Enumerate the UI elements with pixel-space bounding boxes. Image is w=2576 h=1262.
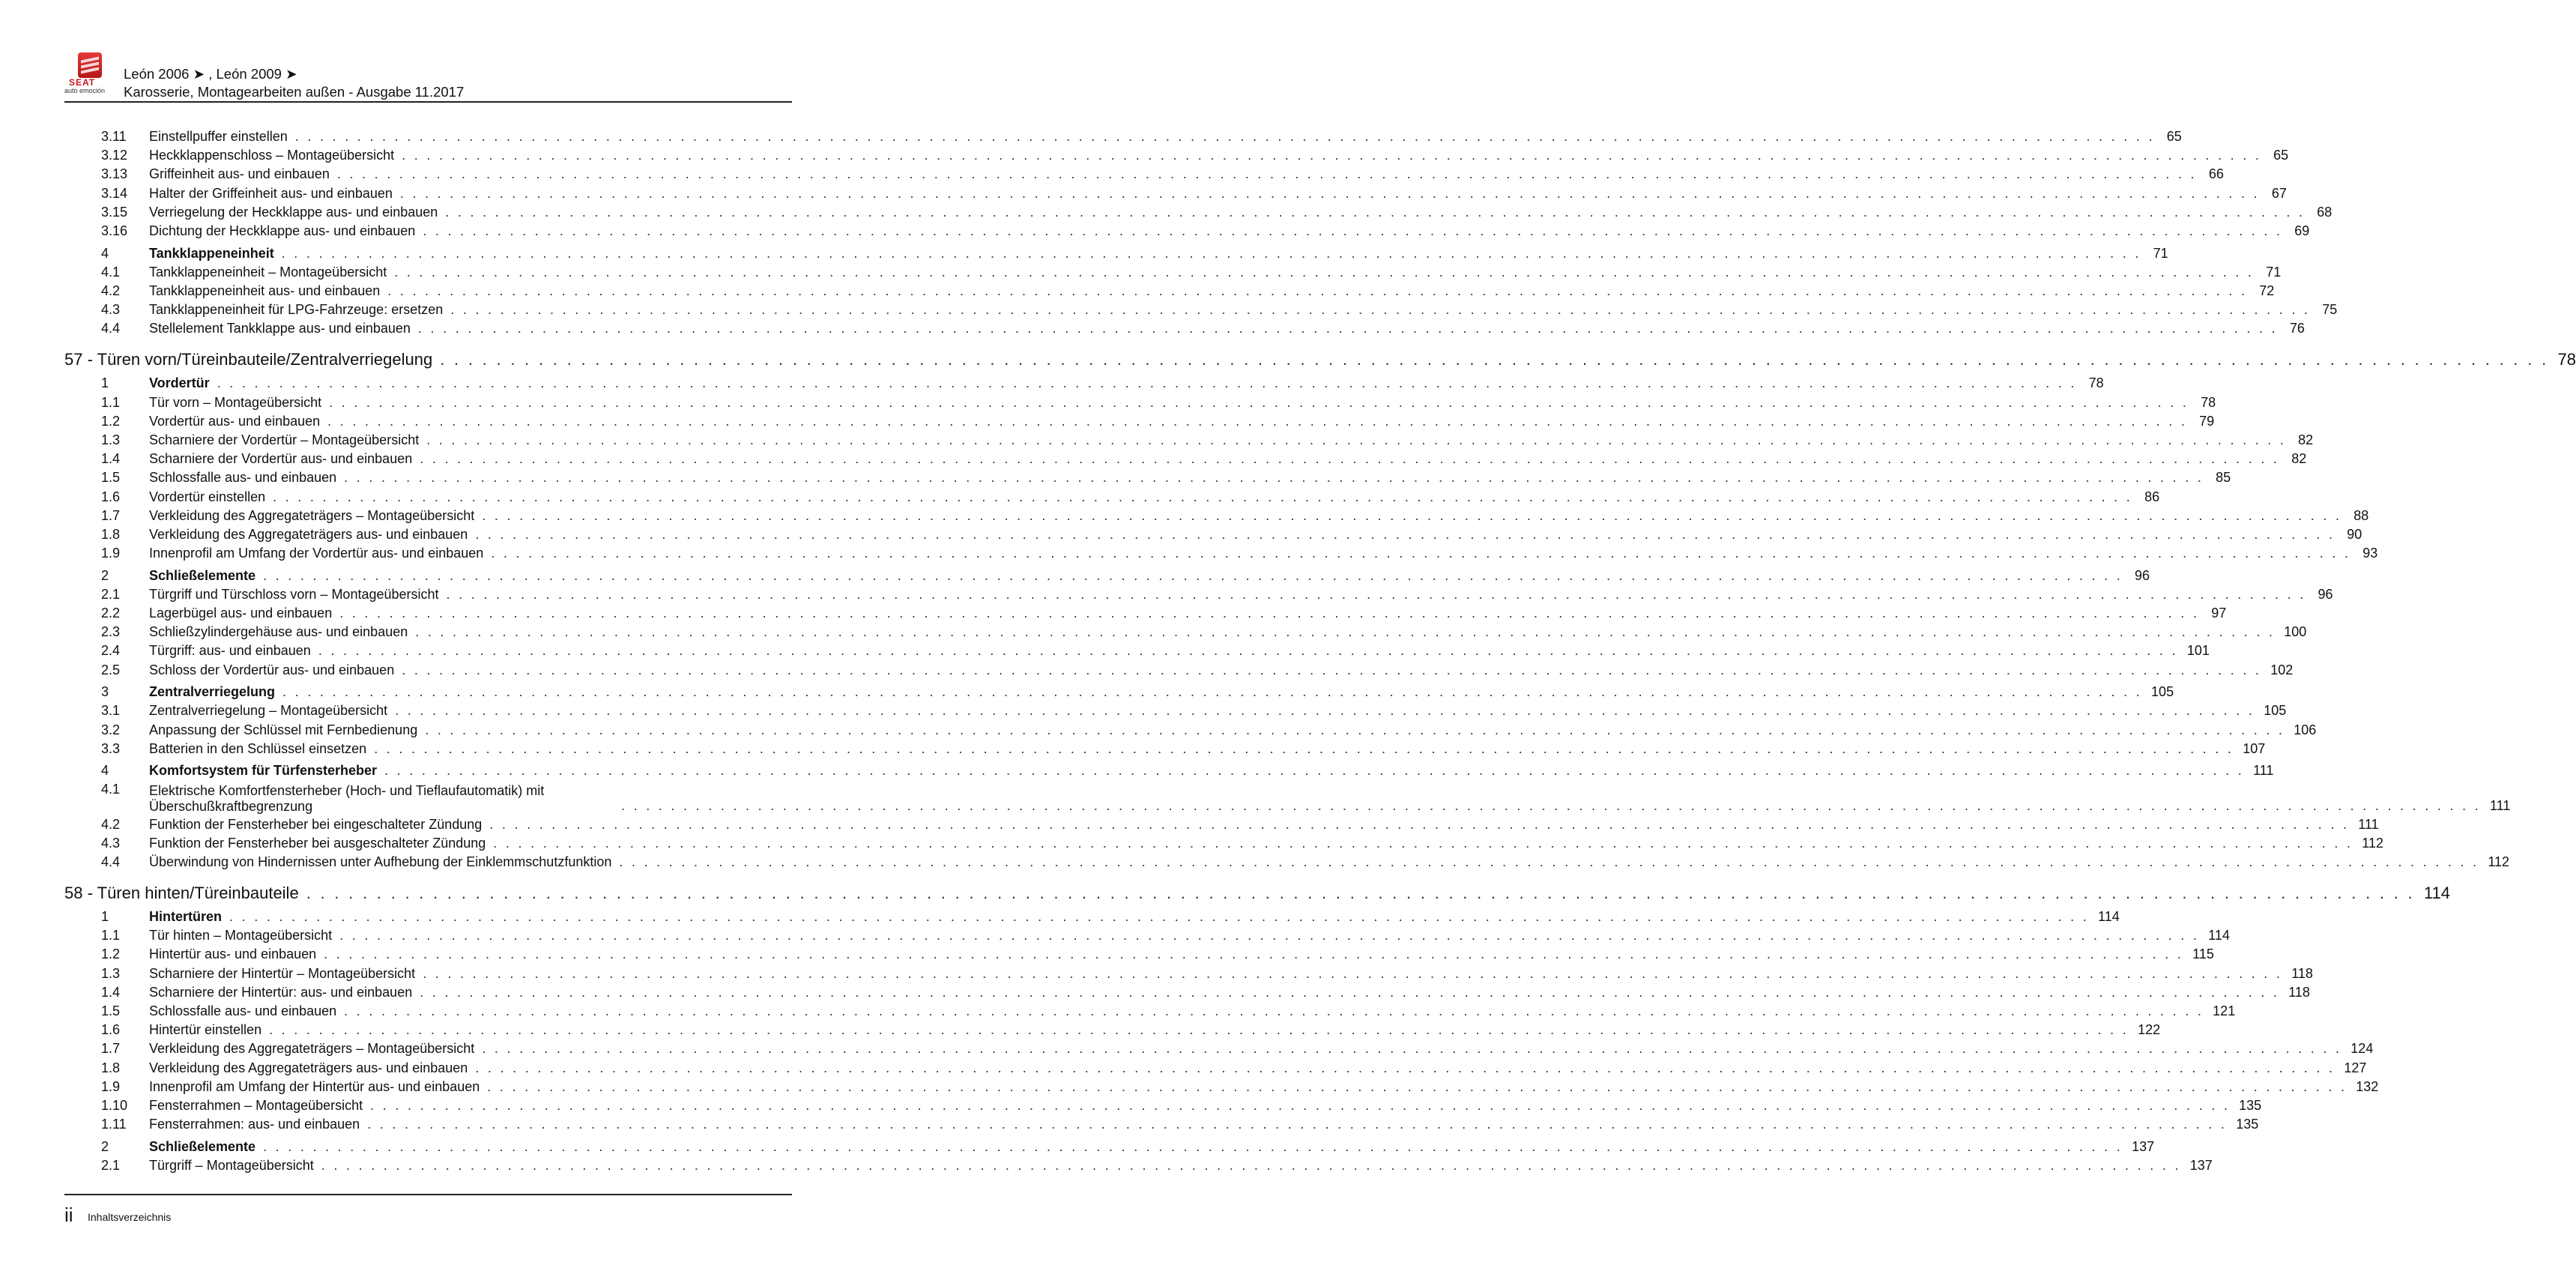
toc-entry[interactable] (64, 853, 2510, 871)
entry-page: 90 (2347, 526, 2362, 542)
toc-entry[interactable] (64, 721, 2317, 739)
dot-leader: . . . . . . . . . . . . . . . . . . . . . . . . . . . . . . . . . . . . . . . . . . . . . . . . . . . . . . . . . . . . . . . . . . . . . . . . . . . . . . . . . . . . . . . . . . . . . . . . . . . . . . . . . . . . . . . . . . . . . . . . . . . . . . . . . . . . . . . . . . . . . . . . . . . . . . (321, 1157, 2181, 1173)
entry-number: 4.2 (101, 816, 121, 832)
entry-number: 1 (101, 375, 109, 391)
dot-leader: . . . . . . . . . . . . . . . . . . . . . . . . . . . . . . . . . . . . . . . . . . . . . . . . . . . . . . . . . . . . . . . . . . . . . . . . . . . . . . . . . . . . . . . . . . . . . . . . . . . . . . . . . . . . . . . . . . . . . . . . . . . . . . . . . . . . . . . . . . . . . . . . . . . . . . (420, 984, 2280, 1000)
dot-leader: . . . . . . . . . . . . . . . . . . . . . . . . . . . . . . . . . . . . . . . . . . . . . . . . . . . . . . . . . . . . . . . . . . . . . . . . . . . . . . . . . . . . . . . . . . . . . . . . . . . . . . . . . . . . . . . . . . . . . . . . . . . . . . . . . . . . . . . . . . . . . . . . . . . . . . (263, 1138, 2123, 1154)
dot-leader: . . . . . . . . . . . . . . . . . . . . . . . . . . . . . . . . . . . . . . . . . . . . . . . . . . . . . . . . . . . . . . . . . . . . . . . . . . . . . . . . . . . . . . . . . . . . . . . . . . . . . . . . . . . . . . . . . . . . . . . . . . . . . . . . . . . . . . . . . . . . . . . . . . . . . . (394, 264, 2255, 280)
entry-page: 78 (2557, 350, 2576, 369)
entry-title: Fensterrahmen – Montageübersicht (149, 1098, 363, 1113)
entry-title: Tür vorn – Montageübersicht (149, 394, 322, 410)
entry-title: Anpassung der Schlüssel mit Fernbedienung (149, 722, 418, 737)
dot-leader: . . . . . . . . . . . . . . . . . . . . . . . . . . . . . . . . . . . . . . . . . . . . . . . . . . . . . . . . . . . . . . . . . . . . . . . . . . . . . . . . . . . . . . . . . . . . . . . . . . . . . . . . . . . . . . . . . . . . . . . . . . . . . . . . . . . . . . . . . . . . . . . . . . . . . . (399, 185, 2260, 201)
toc-entry[interactable] (64, 184, 2287, 202)
entry-number: 1.7 (101, 507, 121, 523)
toc-entry[interactable] (64, 641, 2210, 659)
dot-leader: . . . . . . . . . . . . . . . . . . . . . . . . . . . . . . . . . . . . . . . . . . . . . . . . . . . . . . . . . . . . . . . . . . . . . . . . . . . . . . . . . . . . . . . . . . . . . . . . . . . . . . . . . . . . . . . . . . . . . . . . . . . . . . . . . . . . . . . . . . . . . . . . . . . . . . (336, 166, 2197, 182)
entry-page: 75 (2322, 302, 2338, 318)
dot-leader: . . . . . . . . . . . . . . . . . . . . . . . . . . . . . . . . . . . . . . . . . . . . . . . . . . . . . . . . . . . . . . . . . . . . . . . . . . . . . . . . . . . . . . . . . . . . . . . . . . . . . . . . . . . . . . . . . . . . . . . . . . . . . . . . . . . . . . . . . . . . . . . . . . . . . . (402, 662, 2262, 677)
toc-entry[interactable] (64, 1115, 2259, 1133)
entry-title: Hintertür einstellen (149, 1022, 262, 1038)
entry-page: 78 (2088, 375, 2104, 391)
dot-leader: . . . . . . . . . . . . . . . . . . . . . . . . . . . . . . . . . . . . . . . . . . . . . . . . . . . . . . . . . . . . . . . . . . . . . . . . . . . . . . . . . . . . . . . . . . . . . . . . . . . . . . . . . . . . . . . . . . . . . . . . . . . . . . . . . . . . . . . . . . . . . . . . . . . . . . (446, 586, 2306, 602)
entry-number: 2 (101, 1138, 109, 1154)
entry-number: 2.1 (101, 1157, 121, 1173)
dot-leader: . . . . . . . . . . . . . . . . . . . . . . . . . . . . . . . . . . . . . . . . . . . . . . . . . . . . . . . . . . . . . . . . . . . . . . . . . . . . . . . . . . . . . . . . . . . . . . . . . . . . . . . . . . . . . . . . . . . . . . . . . . . . . . . . . . . . . . . . . . . . . . . . . . . . . . (269, 1022, 2129, 1038)
dot-leader: . . . . . . . . . . . . . . . . . . . . . . . . . . . . . . . . . . . . . . . . . . . . . . . . . . . . . . . . . . . . . . . . . . . . . . . . . . . . . . . . . . . . . . . . . . . . . . . . . . . . . . . . . . . . . . . . . . . . . . . . . . . . . . . . . . . . . . . . . . . . . . . . . . . . . . (475, 1060, 2335, 1075)
entry-page: 71 (2153, 245, 2168, 261)
entry-number: 1.2 (101, 947, 121, 962)
toc-entry[interactable] (64, 127, 2182, 145)
entry-page: 79 (2199, 413, 2215, 429)
toc-entry[interactable] (64, 1156, 2213, 1174)
entry-page: 118 (2291, 965, 2313, 981)
entry-title: Überwindung von Hindernissen unter Aufhebung der Einklemmschutzfunktion (149, 854, 612, 869)
entry-title: Türgriff und Türschloss vorn – Montageübersicht (149, 586, 439, 602)
entry-title: Schlossfalle aus- und einbauen (149, 1003, 337, 1018)
entry-title: Tür hinten – Montageübersicht (149, 928, 333, 944)
dot-leader: . . . . . . . . . . . . . . . . . . . . . . . . . . . . . . . . . . . . . . . . . . . . . . . . . . . . . . . . . . . . . . . . . . . . . . . . . . . . . . . . . . . . . . . . . . . . . . . . . . . . . . . . . . . . . . . . . . . . . . . . . . . . . . . . . . . . . . . . . . . . . . . . . . . . . . (324, 947, 2184, 962)
toc-entry[interactable] (64, 222, 2310, 240)
entry-page: 122 (2138, 1022, 2161, 1038)
entry-title: Heckklappenschloss – Montageübersicht (149, 148, 395, 163)
entry-page: 67 (2271, 185, 2287, 201)
toc-entry[interactable] (64, 412, 2215, 430)
dot-leader: . . . . . . . . . . . . . . . . . . . . . . . . . . . . . . . . . . . . . . . . . . . . . . . . . . . . . . . . . . . . . . . . . . . . . . . . . . . . . . . . . . . . . . . . . . . . . . . . . . . . . . . . . . . . . . . . . . . . . . . . . . . . . . . . . . . . . . . . . . . . . . . . . . . . . . (420, 451, 2280, 467)
dot-leader: . . . . . . . . . . . . . . . . . . . . . . . . . . . . . . . . . . . . . . . . . . . . . . . . . . . . . . . . . . . . . . . . . . . . . . . . . . . . . . . . . . . . . . . . . . . . . . . . . . . . . . . . . . . . . . . . . . . . . . . . . . . . . . . . . . . . . . . . . . . . . . . . . . . . . . (619, 854, 2479, 869)
entry-number: 4.1 (101, 264, 121, 280)
entry-title: 57 - Türen vorn/Türeinbauteile/Zentralverriegelung (64, 350, 433, 369)
dot-leader: . . . . . . . . . . . . . . . . . . . . . . . . . . . . . . . . . . . . . . . . . . . . . . . . . . . . . . . . . . . . . . . . . . . . . . . . . . . . . . . . . . . . . . . . . . . . . . . . . . . . . . . . . . . . . . . . . . . . . . . . . . . . . . . . . . . . . . . . . . . . . . . . . . . . . . (450, 302, 2311, 318)
dot-leader: . . . . . . . . . . . . . . . . . . . . . . . . . . . . . . . . . . . . . . . . . . . . . . . . . . . . . . . . . . . . . . . . . . . . . . . . . . . . . . . . . . . . . . . . . . . . . . . . . . . . . . . . . . . . . . . . . . . . . . . . . . . . . . . . . . . . . . . . . . . . . . . . . . . . . . (384, 763, 2245, 779)
dot-leader: . . . . . . . . . . . . . . . . . . . . . . . . . . . . . . . . . . . . . . . . . . . . . . . . . . . . . . . . . . . . . . . . . . . . . . . . . . . . . . . . . . . . . . . . . . . . . . . . . . . . . . . . . . . . . . . . . . . . . . . . . . . . . . . . . . . . . . . . . . . . . . . . . . . . . . (423, 223, 2283, 238)
dot-leader: . . . . . . . . . . . . . . . . . . . . . . . . . . . . . . . . . . . . . . . . . . . . . . . . . . . . . . . . . . . . . . . . . . . . . . . . . . . . . . . . . . . . . . . . . . . . . . . . . . . . . . . . . . . . . . . . . . . . . . . . . . . . . . . . . . . . . . . . . . . . . . . . . . . . . . (621, 798, 2481, 814)
entry-title: Schlossfalle aus- und einbauen (149, 470, 337, 486)
dot-leader: . . . . . . . . . . . . . . . . . . . . . . . . . . . . . . . . . . . . . . . . . . . . . . . . . . . . . . . . . . . . . . . . . . . . . . . . . . . . . . . . . . . . . . . . . . . . . . . . . . . . . . . . . . . . . . . . . . . . . . . . . . . . . . . . . . . . . . . . . . . . . . . . . . . . . . (395, 703, 2255, 719)
entry-number: 1.4 (101, 984, 121, 1000)
entry-number: 3.11 (101, 129, 127, 144)
entry-number: 1.3 (101, 432, 121, 447)
toc-entry[interactable] (64, 263, 2282, 281)
entry-number: 3.15 (101, 204, 128, 220)
toc-entry[interactable] (64, 450, 2307, 468)
entry-title: Griffeinheit aus- und einbauen (149, 166, 330, 182)
toc-entry[interactable] (64, 544, 2378, 562)
toc-entry[interactable] (64, 780, 2511, 815)
dot-leader: . . . . . . . . . . . . . . . . . . . . . . . . . . . . . . . . . . . . . . . . . . . . . . . . . . . . . . . . . . . . . . . . . . . . . . . . . . . . . . . . . . . . . . . . . . . . . . . . . . . . . . . . . . . . . . . . . . . . . . . . . . . . . . . . . . . . . . . . . . . . . . . . . . . . . . (426, 432, 2287, 447)
dot-leader: . . . . . . . . . . . . . . . . . . . . . . . . . . . . . . . . . . . . . . . . . . . . . . . . . . . . . . . . . . . . . . . . . . . . . . . . . . . . . . . . . . . . . . . . . . . . . . . . . . . . . . . . . . . . . . . . . . . . . . . . . . . . . . . . . . . . . . . . . . . . . . . . . . . . . . (339, 606, 2200, 621)
entry-title: Funktion der Fensterheber bei ausgeschalteter Zündung (149, 835, 486, 851)
entry-title: Türgriff – Montageübersicht (149, 1157, 314, 1173)
header-models: León 2006 ➤ , León 2009 ➤ (124, 66, 297, 82)
entry-number: 1.1 (101, 394, 121, 410)
logo-text: SEAT (69, 77, 96, 88)
entry-page: 101 (2186, 643, 2210, 659)
dot-leader: . . . . . . . . . . . . . . . . . . . . . . . . . . . . . . . . . . . . . . . . . . . . . . . . . . . . . . . . . . . . . . . . . . . . . . . . . . . . . . . . . . . . . . . . . . . . . . . . . . . . . . . . . . . . . . . . . . . . . . . . . . . . . . . . . . . . . . . . . . . . . . . . . . . . . . (329, 394, 2189, 410)
toc-section[interactable] (64, 761, 2274, 779)
dot-leader: . . . . . . . . . . . . . . . . . . . . . . . . . . . . . . . . . . . . . . . . . . . . . . . . . . . . . . . . . . . . . . . . . . . . . . . . . . . . . . . . . . . . . . . . . . . . . . . . . . . . . . . . . . . . . . . . . . . . . . . . . . . . . . . . . . . . . . . . . . . . . . . . . . . . . . (294, 129, 2155, 144)
entry-title: 58 - Türen hinten/Türeinbauteile (64, 884, 299, 902)
entry-page: 107 (2243, 740, 2266, 756)
entry-number: 2.5 (101, 662, 121, 677)
entry-page: 132 (2356, 1078, 2379, 1094)
dot-leader: . . . . . . . . . . . . . . . . . . . . . . . . . . . . . . . . . . . . . . . . . . . . . . . . . . . . . . . . . . . . . . . . . . . . . . . . . . . . . . . . . . . . . . . . . . . . . . . . . . . . . . . . . . . . . . . . . . . . . . . . . . . . . . . . . . . . . . . . . . . . . . . . . . . . . . (306, 884, 2415, 902)
dot-leader: . . . . . . . . . . . . . . . . . . . . . . . . . . . . . . . . . . . . . . . . . . . . . . . . . . . . . . . . . . . . . . . . . . . . . . . . . . . . . . . . . . . . . . . . . . . . . . . . . . . . . . . . . . . . . . . . . . . . . . . . . . . . . . . . . . . . . . . . . . . . . . . . . . . . . . (217, 375, 2077, 391)
entry-page: 137 (2132, 1138, 2155, 1154)
entry-page: 105 (2264, 703, 2287, 719)
entry-page: 114 (2423, 884, 2451, 902)
dot-leader: . . . . . . . . . . . . . . . . . . . . . . . . . . . . . . . . . . . . . . . . . . . . . . . . . . . . . . . . . . . . . . . . . . . . . . . . . . . . . . . . . . . . . . . . . . . . . . . . . . . . . . . . . . . . . . . . . . . . . . . . . . . . . . . . . . . . . . . . . . . . . . . . . . . . . . (482, 507, 2342, 523)
dot-leader: . . . . . . . . . . . . . . . . . . . . . . . . . . . . . . . . . . . . . . . . . . . . . . . . . . . . . . . . . . . . . . . . . . . . . . . . . . . . . . . . . . . . . . . . . . . . . . . . . . . . . . . . . . . . . . . . . . . . . . . . . . . . . . . . . . . . . . . . . . . . . . . . . . . . . . (493, 835, 2353, 851)
entry-title: Dichtung der Heckklappe aus- und einbauen (149, 223, 416, 238)
toc-section[interactable] (64, 683, 2174, 701)
dot-leader: . . . . . . . . . . . . . . . . . . . . . . . . . . . . . . . . . . . . . . . . . . . . . . . . . . . . . . . . . . . . . . . . . . . . . . . . . . . . . . . . . . . . . . . . . . . . . . . . . . . . . . . . . . . . . . . . . . . . . . . . . . . . . . . . . . . . . . . . . . . . . . . . . . . . . . (318, 643, 2178, 659)
toc-section[interactable] (64, 1138, 2155, 1156)
entry-title: Zentralverriegelung – Montageübersicht (149, 703, 388, 719)
dot-leader: . . . . . . . . . . . . . . . . . . . . . . . . . . . . . . . . . . . . . . . . . . . . . . . . . . . . . . . . . . . . . . . . . . . . . . . . . . . . . . . . . . . . . . . . . . . . . . . . . . . . . . . . . . . . . . . . . . . . . . . . . . . . . . . . . . . . . . . . . . . . . . . . . . . . . . (487, 1078, 2347, 1094)
entry-number: 4.1 (101, 782, 121, 797)
entry-title: Scharniere der Vordertür aus- und einbauen (149, 451, 413, 467)
toc-entry[interactable] (64, 983, 2310, 1001)
seat-logo (64, 52, 115, 94)
entry-title: Halter der Griffeinheit aus- und einbauen (149, 185, 393, 201)
entry-title: Vordertür einstellen (149, 489, 266, 504)
dot-leader: . . . . . . . . . . . . . . . . . . . . . . . . . . . . . . . . . . . . . . . . . . . . . . . . . . . . . . . . . . . . . . . . . . . . . . . . . . . . . . . . . . . . . . . . . . . . . . . . . . . . . . . . . . . . . . . . . . . . . . . . . . . . . . . . . . . . . . . . . . . . . . . . . . . . . . (415, 624, 2276, 640)
entry-title: Lagerbügel aus- und einbauen (149, 606, 333, 621)
entry-title: Einstellpuffer einstellen (149, 129, 288, 144)
toc-entry[interactable] (64, 301, 2338, 318)
dot-leader: . . . . . . . . . . . . . . . . . . . . . . . . . . . . . . . . . . . . . . . . . . . . . . . . . . . . . . . . . . . . . . . . . . . . . . . . . . . . . . . . . . . . . . . . . . . . . . . . . . . . . . . . . . . . . . . . . . . . . . . . . . . . . . . . . . . . . . . . . . . . . . . . . . . . . . (402, 148, 2262, 163)
toc-entry[interactable] (64, 661, 2294, 679)
entry-page: 69 (2294, 223, 2310, 238)
toc-entry[interactable] (64, 468, 2231, 486)
entry-title: Hintertür aus- und einbauen (149, 947, 317, 962)
dot-leader: . . . . . . . . . . . . . . . . . . . . . . . . . . . . . . . . . . . . . . . . . . . . . . . . . . . . . . . . . . . . . . . . . . . . . . . . . . . . . . . . . . . . . . . . . . . . . . . . . . . . . . . . . . . . . . . . . . . . . . . . . . . . . . . . . . . . . . . . . . . . . . . . . . . . . . (229, 909, 2090, 924)
entry-page: 85 (2216, 470, 2231, 486)
entry-number: 4 (101, 763, 109, 779)
toc-entry[interactable] (64, 488, 2160, 506)
entry-page: 112 (2488, 854, 2510, 869)
entry-title: Vordertür aus- und einbauen (149, 413, 321, 429)
entry-page: 135 (2239, 1098, 2262, 1113)
dot-leader: . . . . . . . . . . . . . . . . . . . . . . . . . . . . . . . . . . . . . . . . . . . . . . . . . . . . . . . . . . . . . . . . . . . . . . . . . . . . . . . . . . . . . . . . . . . . . . . . . . . . . . . . . . . . . . . . . . . . . . . . . . . . . . . . . . . . . . . . . . . . . . . . . . . . . . (282, 684, 2143, 700)
toc-entry[interactable] (64, 701, 2287, 719)
seat-logo-icon (78, 52, 102, 78)
header-title: Karosserie, Montagearbeiten außen - Ausgabe 11.2017 (124, 84, 465, 100)
entry-number: 1.10 (101, 1098, 128, 1113)
entry-page: 71 (2266, 264, 2282, 280)
entry-number: 3.2 (101, 722, 121, 737)
toc-entry[interactable] (64, 319, 2305, 337)
toc-entry[interactable] (64, 525, 2362, 543)
header-rule (64, 101, 792, 103)
entry-page: 111 (2490, 798, 2511, 814)
toc-entry[interactable] (64, 1002, 2236, 1020)
dot-leader: . . . . . . . . . . . . . . . . . . . . . . . . . . . . . . . . . . . . . . . . . . . . . . . . . . . . . . . . . . . . . . . . . . . . . . . . . . . . . . . . . . . . . . . . . . . . . . . . . . . . . . . . . . . . . . . . . . . . . . . . . . . . . . . . . . . . . . . . . . . . . . . . . . . . . . (344, 470, 2204, 486)
toc-section[interactable] (64, 908, 2120, 926)
entry-number: 2.4 (101, 643, 121, 659)
entry-page: 115 (2192, 947, 2214, 962)
entry-number: 2.3 (101, 624, 121, 640)
entry-page: 111 (2253, 763, 2274, 779)
entry-title: Schließzylindergehäuse aus- und einbauen (149, 624, 408, 640)
entry-number: 3.13 (101, 166, 128, 182)
entry-page: 127 (2344, 1060, 2367, 1075)
dot-leader: . . . . . . . . . . . . . . . . . . . . . . . . . . . . . . . . . . . . . . . . . . . . . . . . . . . . . . . . . . . . . . . . . . . . . . . . . . . . . . . . . . . . . . . . . . . . . . . . . . . . . . . . . . . . . . . . . . . . . . . . . . . . . . . . . . . . . . . . . . . . . . . . . . . . . . (417, 321, 2278, 336)
dot-leader: . . . . . . . . . . . . . . . . . . . . . . . . . . . . . . . . . . . . . . . . . . . . . . . . . . . . . . . . . . . . . . . . . . . . . . . . . . . . . . . . . . . . . . . . . . . . . . . . . . . . . . . . . . . . . . . . . . . . . . . . . . . . . . . . . . . . . . . . . . . . . . . . . . . . . . (425, 722, 2285, 737)
entry-title: Fensterrahmen: aus- und einbauen (149, 1117, 360, 1132)
toc-entry[interactable] (64, 964, 2313, 982)
entry-number: 1.6 (101, 489, 121, 504)
entry-number: 3.16 (101, 223, 128, 238)
entry-number: 1.5 (101, 470, 121, 486)
entry-number: 1.5 (101, 1003, 121, 1018)
entry-title: Tankklappeneinheit für LPG-Fahrzeuge: ersetzen (149, 302, 444, 318)
footer-rule (64, 1194, 792, 1195)
entry-page: 76 (2289, 321, 2305, 336)
dot-leader: . . . . . . . . . . . . . . . . . . . . . . . . . . . . . . . . . . . . . . . . . . . . . . . . . . . . . . . . . . . . . . . . . . . . . . . . . . . . . . . . . . . . . . . . . . . . . . . . . . . . . . . . . . . . . . . . . . . . . . . . . . . . . . . . . . . . . . . . . . . . . . . . . . . . . . (339, 928, 2200, 944)
toc-entry[interactable] (64, 740, 2266, 758)
entry-title: Tankklappeneinheit aus- und einbauen (149, 283, 381, 298)
entry-number: 3.12 (101, 148, 128, 163)
toc-entry[interactable] (64, 926, 2230, 944)
footer-page-number: ii (64, 1204, 73, 1226)
entry-page: 72 (2259, 283, 2275, 298)
entry-title: Batterien in den Schlüssel einsetzen (149, 740, 367, 756)
entry-page: 112 (2362, 835, 2383, 851)
entry-page: 137 (2189, 1157, 2213, 1173)
toc-entry[interactable] (64, 585, 2333, 603)
entry-page: 96 (2318, 586, 2333, 602)
entry-page: 111 (2358, 816, 2379, 832)
entry-page: 86 (2144, 489, 2160, 504)
dot-leader: . . . . . . . . . . . . . . . . . . . . . . . . . . . . . . . . . . . . . . . . . . . . . . . . . . . . . . . . . . . . . . . . . . . . . . . . . . . . . . . . . . . . . . . . . . . . . . . . . . . . . . . . . . . . . . . . . . . . . . . . . . . . . . . . . . . . . . . . . . . . . . . . . . . . . . (491, 546, 2351, 561)
entry-page: 114 (2098, 909, 2120, 924)
entry-page: 65 (2273, 148, 2289, 163)
entry-page: 65 (2166, 129, 2182, 144)
entry-page: 114 (2208, 928, 2230, 944)
toc-entry[interactable] (64, 834, 2383, 852)
entry-number: 1.8 (101, 1060, 121, 1075)
dot-leader: . . . . . . . . . . . . . . . . . . . . . . . . . . . . . . . . . . . . . . . . . . . . . . . . . . . . . . . . . . . . . . . . . . . . . . . . . . . . . . . . . . . . . . . . . . . . . . . . . . . . . . . . . . . . . . . . . . . . . . . . . . . . . . . . . . . . . . . . . . . . . . . . . . . . . . (327, 413, 2188, 429)
dot-leader: . . . . . . . . . . . . . . . . . . . . . . . . . . . . . . . . . . . . . . . . . . . . . . . . . . . . . . . . . . . . . . . . . . . . . . . . . . . . . . . . . . . . . . . . . . . . . . . . . . . . . . . . . . . . . . . . . . . . . . . . . . . . . . . . . . . . . . . . . . . . . . . . . . . . . . (367, 1117, 2228, 1132)
entry-number: 1.11 (101, 1117, 127, 1132)
entry-title: Schließelemente (149, 1138, 256, 1154)
entry-number: 2 (101, 567, 109, 583)
toc-entry[interactable] (64, 1059, 2367, 1077)
dot-leader: . . . . . . . . . . . . . . . . . . . . . . . . . . . . . . . . . . . . . . . . . . . . . . . . . . . . . . . . . . . . . . . . . . . . . . . . . . . . . . . . . . . . . . . . . . . . . . . . . . . . . . . . . . . . . . . . . . . . . . . . . . . . . . . . . . . . . . . . . . . . . . . . . . . . . . (445, 204, 2306, 220)
entry-page: 100 (2284, 624, 2307, 640)
entry-number: 4.3 (101, 835, 121, 851)
entry-number: 2.2 (101, 606, 121, 621)
entry-page: 93 (2362, 546, 2378, 561)
dot-leader: . . . . . . . . . . . . . . . . . . . . . . . . . . . . . . . . . . . . . . . . . . . . . . . . . . . . . . . . . . . . . . . . . . . . . . . . . . . . . . . . . . . . . . . . . . . . . . . . . . . . . . . . . . . . . . . . . . . . . . . . . . . . . . . . . . . . . . . . . . . . . . . . . . . . . . (475, 526, 2335, 542)
toc-section[interactable] (64, 244, 2168, 262)
toc-entry[interactable] (64, 507, 2369, 525)
entry-number: 1.9 (101, 546, 121, 561)
toc-entry[interactable] (64, 1096, 2262, 1114)
entry-title: Schloss der Vordertür aus- und einbauen (149, 662, 395, 677)
entry-page: 78 (2201, 394, 2216, 410)
entry-title: Komfortsystem für Türfensterheber (149, 763, 378, 779)
dot-leader: . . . . . . . . . . . . . . . . . . . . . . . . . . . . . . . . . . . . . . . . . . . . . . . . . . . . . . . . . . . . . . . . . . . . . . . . . . . . . . . . . . . . . . . . . . . . . . . . . . . . . . . . . . . . . . . . . . . . . . . . . . . . . . . . . . . . . . . . . . . . . . . . . . . . . . (281, 245, 2141, 261)
entry-title: Tankklappeneinheit (149, 245, 274, 261)
entry-title: Scharniere der Vordertür – Montageübersicht (149, 432, 420, 447)
toc-section[interactable] (64, 567, 2150, 585)
entry-page: 135 (2236, 1117, 2259, 1132)
dot-leader: . . . . . . . . . . . . . . . . . . . . . . . . . . . . . . . . . . . . . . . . . . . . . . . . . . . . . . . . . . . . . . . . . . . . . . . . . . . . . . . . . . . . . . . . . . . . . . . . . . . . . . . . . . . . . . . . . . . . . . . . . . . . . . . . . . . . . . . . . . . . . . . . . . . . . . (374, 740, 2234, 756)
entry-number: 4 (101, 245, 109, 261)
toc-entry[interactable] (64, 203, 2332, 221)
entry-page: 96 (2135, 567, 2150, 583)
entry-number: 3 (101, 684, 109, 700)
entry-page: 102 (2270, 662, 2294, 677)
dot-leader: . . . . . . . . . . . . . . . . . . . . . . . . . . . . . . . . . . . . . . . . . . . . . . . . . . . . . . . . . . . . . . . . . . . . . . . . . . . . . . . . . . . . . . . . . . . . . . . . . . . . . . . . . . . . . . . . . . . . . . . . . . . . . . . . . . . . . . . . . . . . . . . . . . . . . . (387, 283, 2248, 298)
dot-leader: . . . . . . . . . . . . . . . . . . . . . . . . . . . . . . . . . . . . . . . . . . . . . . . . . . . . . . . . . . . . . . . . . . . . . . . . . . . . . . . . . . . . . . . . . . . . . . . . . . . . . . . . . . . . . . . . . . . . . . . . . . . . . . . . . . . . . . . . . . . . . . . . . . . . . . (440, 350, 2549, 369)
toc-entry[interactable] (64, 1021, 2161, 1039)
entry-page: 121 (2213, 1003, 2236, 1018)
entry-number: 1 (101, 909, 109, 924)
footer-section: Inhaltsverzeichnis (88, 1211, 172, 1223)
entry-number: 1.4 (101, 451, 121, 467)
toc-chapter[interactable] (64, 348, 2576, 371)
entry-title: Funktion der Fensterheber bei eingeschalteter Zündung (149, 816, 483, 832)
entry-title: Elektrische Komfortfensterheber (Hoch- und Tieflaufautomatik) mit Überschußkraftbegrenzung (149, 783, 545, 815)
dot-leader: . . . . . . . . . . . . . . . . . . . . . . . . . . . . . . . . . . . . . . . . . . . . . . . . . . . . . . . . . . . . . . . . . . . . . . . . . . . . . . . . . . . . . . . . . . . . . . . . . . . . . . . . . . . . . . . . . . . . . . . . . . . . . . . . . . . . . . . . . . . . . . . . . . . . . . (273, 489, 2133, 504)
entry-title: Verkleidung des Aggregateträgers – Montageübersicht (149, 1041, 475, 1057)
entry-number: 1.2 (101, 413, 121, 429)
entry-title: Scharniere der Hintertür: aus- und einbauen (149, 984, 413, 1000)
dot-leader: . . . . . . . . . . . . . . . . . . . . . . . . . . . . . . . . . . . . . . . . . . . . . . . . . . . . . . . . . . . . . . . . . . . . . . . . . . . . . . . . . . . . . . . . . . . . . . . . . . . . . . . . . . . . . . . . . . . . . . . . . . . . . . . . . . . . . . . . . . . . . . . . . . . . . . (423, 965, 2283, 981)
toc-entry[interactable] (64, 431, 2314, 449)
toc-entry[interactable] (64, 945, 2214, 963)
dot-leader: . . . . . . . . . . . . . . . . . . . . . . . . . . . . . . . . . . . . . . . . . . . . . . . . . . . . . . . . . . . . . . . . . . . . . . . . . . . . . . . . . . . . . . . . . . . . . . . . . . . . . . . . . . . . . . . . . . . . . . . . . . . . . . . . . . . . . . . . . . . . . . . . . . . . . . (482, 1041, 2342, 1057)
toc-entry[interactable] (64, 146, 2289, 164)
entry-title: Innenprofil am Umfang der Hintertür aus- und einbauen (149, 1078, 480, 1094)
entry-number: 3.3 (101, 740, 121, 756)
entry-title: Innenprofil am Umfang der Vordertür aus- und einbauen (149, 546, 484, 561)
entry-number: 4.3 (101, 302, 121, 318)
toc-section[interactable] (64, 374, 2104, 392)
entry-title: Schließelemente (149, 567, 256, 583)
entry-page: 82 (2291, 451, 2307, 467)
entry-number: 4.4 (101, 854, 121, 869)
entry-title: Stellelement Tankklappe aus- und einbauen (149, 321, 411, 336)
toc-entry[interactable] (64, 604, 2227, 622)
entry-number: 3.1 (101, 703, 121, 719)
toc-entry[interactable] (64, 815, 2379, 833)
entry-page: 68 (2317, 204, 2332, 220)
entry-page: 88 (2353, 507, 2369, 523)
entry-title: Vordertür (149, 375, 210, 391)
entry-title: Hintertüren (149, 909, 223, 924)
entry-page: 124 (2350, 1041, 2374, 1057)
entry-title: Türgriff: aus- und einbauen (149, 643, 311, 659)
toc-entry[interactable] (64, 1039, 2374, 1057)
entry-number: 1.6 (101, 1022, 121, 1038)
entry-number: 4.4 (101, 321, 121, 336)
entry-title: Verkleidung des Aggregateträgers aus- und einbauen (149, 526, 468, 542)
toc-entry[interactable] (64, 623, 2307, 641)
entry-title: Verriegelung der Heckklappe aus- und einbauen (149, 204, 438, 220)
toc-entry[interactable] (64, 165, 2224, 183)
entry-page: 106 (2294, 722, 2317, 737)
dot-leader: . . . . . . . . . . . . . . . . . . . . . . . . . . . . . . . . . . . . . . . . . . . . . . . . . . . . . . . . . . . . . . . . . . . . . . . . . . . . . . . . . . . . . . . . . . . . . . . . . . . . . . . . . . . . . . . . . . . . . . . . . . . . . . . . . . . . . . . . . . . . . . . . . . . . . . (370, 1098, 2231, 1113)
entry-page: 66 (2208, 166, 2224, 182)
toc-entry[interactable] (64, 1078, 2379, 1096)
entry-title: Verkleidung des Aggregateträgers – Montageübersicht (149, 507, 475, 523)
entry-page: 82 (2298, 432, 2314, 447)
toc-entry[interactable] (64, 393, 2216, 411)
entry-number: 1.7 (101, 1041, 121, 1057)
entry-title: Verkleidung des Aggregateträgers aus- und einbauen (149, 1060, 468, 1075)
entry-number: 2.1 (101, 586, 121, 602)
entry-number: 1.3 (101, 965, 121, 981)
dot-leader: . . . . . . . . . . . . . . . . . . . . . . . . . . . . . . . . . . . . . . . . . . . . . . . . . . . . . . . . . . . . . . . . . . . . . . . . . . . . . . . . . . . . . . . . . . . . . . . . . . . . . . . . . . . . . . . . . . . . . . . . . . . . . . . . . . . . . . . . . . . . . . . . . . . . . . (263, 567, 2123, 583)
entry-number: 4.2 (101, 283, 121, 298)
entry-page: 97 (2211, 606, 2227, 621)
entry-number: 1.8 (101, 526, 121, 542)
toc-entry[interactable] (64, 282, 2275, 300)
entry-number: 1.1 (101, 928, 121, 944)
logo-tagline: auto emoción (64, 87, 106, 94)
entry-title: Scharniere der Hintertür – Montageübersicht (149, 965, 416, 981)
entry-title: Zentralverriegelung (149, 684, 276, 700)
entry-number: 1.9 (101, 1078, 121, 1094)
dot-leader: . . . . . . . . . . . . . . . . . . . . . . . . . . . . . . . . . . . . . . . . . . . . . . . . . . . . . . . . . . . . . . . . . . . . . . . . . . . . . . . . . . . . . . . . . . . . . . . . . . . . . . . . . . . . . . . . . . . . . . . . . . . . . . . . . . . . . . . . . . . . . . . . . . . . . . (344, 1003, 2204, 1018)
toc-chapter[interactable] (64, 882, 2451, 905)
dot-leader: . . . . . . . . . . . . . . . . . . . . . . . . . . . . . . . . . . . . . . . . . . . . . . . . . . . . . . . . . . . . . . . . . . . . . . . . . . . . . . . . . . . . . . . . . . . . . . . . . . . . . . . . . . . . . . . . . . . . . . . . . . . . . . . . . . . . . . . . . . . . . . . . . . . . . . (489, 816, 2350, 832)
entry-page: 105 (2151, 684, 2174, 700)
entry-title: Tankklappeneinheit – Montageübersicht (149, 264, 387, 280)
entry-number: 3.14 (101, 185, 128, 201)
entry-page: 118 (2288, 984, 2310, 1000)
